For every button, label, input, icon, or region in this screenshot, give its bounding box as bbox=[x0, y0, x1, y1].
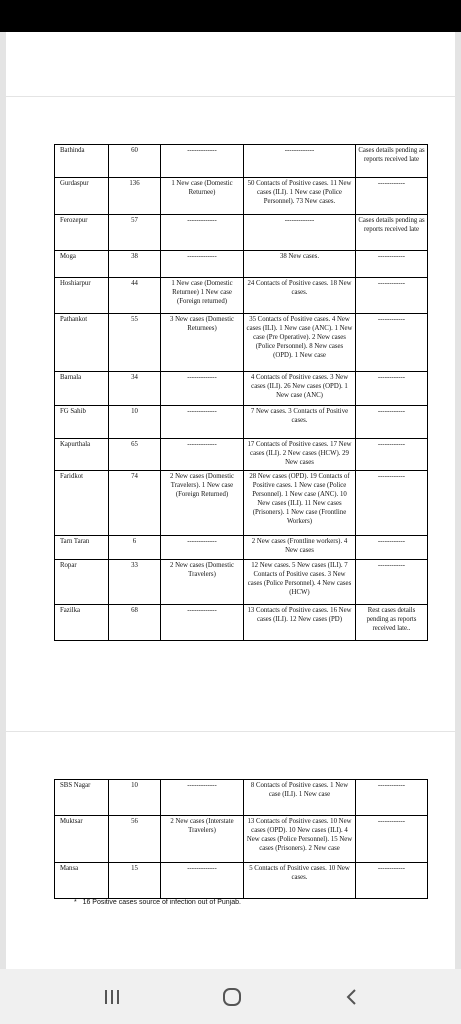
table-cell: ------------- bbox=[161, 780, 244, 816]
table-cell: Cases details pending as reports received late bbox=[356, 215, 428, 251]
table-cell: ------------- bbox=[161, 605, 244, 641]
footnote bbox=[74, 899, 241, 906]
table-cell: 4 Contacts of Positive cases. 3 New cases (ILI). 26 New cases (OPD). 1 New case (ANC) bbox=[244, 372, 356, 406]
table-cell: 57 bbox=[109, 215, 161, 251]
table-row bbox=[55, 178, 428, 215]
table-cell: ------------- bbox=[161, 439, 244, 471]
table-cell: 3 New cases (Domestic Returnees) bbox=[161, 314, 244, 372]
table-cell: 34 bbox=[109, 372, 161, 406]
table-cell: ------------- bbox=[244, 215, 356, 251]
table-cell: 15 bbox=[109, 863, 161, 899]
recent-apps-icon bbox=[102, 988, 122, 1006]
table-row bbox=[55, 278, 428, 314]
table-cell: SBS Nagar bbox=[55, 780, 109, 816]
table-cell: ------------ bbox=[356, 372, 428, 406]
android-nav-bar bbox=[0, 969, 461, 1024]
table-row bbox=[55, 780, 428, 816]
table-cell: Cases details pending as reports received late bbox=[356, 145, 428, 178]
table-cell: ------------ bbox=[356, 471, 428, 536]
table-cell: Hoshiarpur bbox=[55, 278, 109, 314]
table-cell: Pathankot bbox=[55, 314, 109, 372]
home-icon bbox=[221, 986, 243, 1008]
table-cell: Ropar bbox=[55, 560, 109, 605]
table-cell: Faridkot bbox=[55, 471, 109, 536]
table-row bbox=[55, 406, 428, 439]
table-cell: ------------- bbox=[161, 145, 244, 178]
status-bar bbox=[0, 0, 461, 32]
table-row bbox=[55, 314, 428, 372]
table-cell: ------------ bbox=[356, 863, 428, 899]
table-cell: 17 Contacts of Positive cases. 17 New cases (ILI). 2 New cases (HCW). 29 New cases bbox=[244, 439, 356, 471]
table-cell: Rest cases details pending as reports received late.. bbox=[356, 605, 428, 641]
table-cell: 2 New cases (Domestic Travelers) bbox=[161, 560, 244, 605]
table-cell: ------------ bbox=[356, 816, 428, 863]
table-cell: ------------ bbox=[356, 560, 428, 605]
table-cell: 55 bbox=[109, 314, 161, 372]
table-cell: ------------ bbox=[356, 178, 428, 215]
table-cell: Gurdaspur bbox=[55, 178, 109, 215]
table-cell: 13 Contacts of Positive cases. 16 New cases (ILI). 12 New cases (PD) bbox=[244, 605, 356, 641]
table-row bbox=[55, 372, 428, 406]
table-cell: Muktsar bbox=[55, 816, 109, 863]
table-cell: ------------ bbox=[356, 251, 428, 278]
footnote-bullet: * bbox=[74, 899, 77, 906]
table-cell: 35 Contacts of Positive cases. 4 New cases (ILI). 1 New case (ANC). 1 New case (Pre Operative). 2 New cases (Police Personnel). 8 New cases (OPD). 1 New case bbox=[244, 314, 356, 372]
table-row bbox=[55, 251, 428, 278]
table-cell: 1 New case (Domestic Returnee) bbox=[161, 178, 244, 215]
footnote-text: 16 Positive cases source of infection out of Punjab. bbox=[82, 899, 241, 906]
table-cell: 2 New cases (Frontline workers). 4 New cases bbox=[244, 536, 356, 560]
table-cell: 24 Contacts of Positive cases. 18 New cases. bbox=[244, 278, 356, 314]
table-cell: ------------- bbox=[161, 536, 244, 560]
table-cell: 60 bbox=[109, 145, 161, 178]
table-row bbox=[55, 560, 428, 605]
table-cell: 5 Contacts of Positive cases. 10 New cases. bbox=[244, 863, 356, 899]
table-cell: Moga bbox=[55, 251, 109, 278]
table-cell: ------------ bbox=[356, 406, 428, 439]
table-cell: ------------ bbox=[356, 278, 428, 314]
table-cell: ------------- bbox=[161, 372, 244, 406]
table-cell: 50 Contacts of Positive cases. 11 New cases (ILI). 1 New case (Police Personnel). 73 New cases. bbox=[244, 178, 356, 215]
table-cell: 10 bbox=[109, 780, 161, 816]
table-cell: ------------- bbox=[161, 251, 244, 278]
table-row bbox=[55, 816, 428, 863]
table-row bbox=[55, 145, 428, 178]
back-icon bbox=[343, 987, 361, 1007]
district-cases-table bbox=[54, 144, 428, 641]
table-cell: ------------ bbox=[356, 439, 428, 471]
document-page-top bbox=[6, 32, 455, 96]
document-page-1 bbox=[6, 97, 455, 731]
table-cell: 33 bbox=[109, 560, 161, 605]
table-cell: 12 New cases. 5 New cases (ILI). 7 Contacts of Positive cases. 3 New cases (Police Personnel). 4 New cases (HCW) bbox=[244, 560, 356, 605]
table-cell: 13 Contacts of Positive cases. 10 New cases (OPD). 10 New cases (ILI). 4 New cases (Police Personnel). 15 New cases (Prisoners). 2 New case bbox=[244, 816, 356, 863]
table-cell: 74 bbox=[109, 471, 161, 536]
table-cell: Bathinda bbox=[55, 145, 109, 178]
table-cell: ------------ bbox=[356, 536, 428, 560]
table-cell: 2 New cases (Interstate Travelers) bbox=[161, 816, 244, 863]
table-cell: 38 bbox=[109, 251, 161, 278]
table-cell: ------------- bbox=[161, 406, 244, 439]
back-button[interactable] bbox=[332, 983, 372, 1011]
table-cell: 56 bbox=[109, 816, 161, 863]
table-cell: 10 bbox=[109, 406, 161, 439]
table-cell: Ferozepur bbox=[55, 215, 109, 251]
table-cell: 2 New cases (Domestic Travelers). 1 New case (Foreign Returned) bbox=[161, 471, 244, 536]
table-cell: Fazilka bbox=[55, 605, 109, 641]
table-cell: ------------ bbox=[356, 314, 428, 372]
table-cell: 7 New cases. 3 Contacts of Positive cases. bbox=[244, 406, 356, 439]
table-row bbox=[55, 215, 428, 251]
table-cell: 68 bbox=[109, 605, 161, 641]
table-cell: ------------- bbox=[161, 863, 244, 899]
table-row bbox=[55, 605, 428, 641]
document-page-2 bbox=[6, 732, 455, 969]
home-button[interactable] bbox=[212, 983, 252, 1011]
table-cell: Kapurthala bbox=[55, 439, 109, 471]
table-cell: ------------- bbox=[161, 215, 244, 251]
table-cell: 28 New cases (OPD). 19 Contacts of Positive cases. 1 New case (Police Personnel). 1 New case (ANC). 10 New cases (ILI). 11 New cases (Prisoners). 1 New case (Frontline Workers) bbox=[244, 471, 356, 536]
table-cell: ------------- bbox=[244, 145, 356, 178]
table-cell: FG Sahib bbox=[55, 406, 109, 439]
table-cell: Tarn Taran bbox=[55, 536, 109, 560]
table-cell: 65 bbox=[109, 439, 161, 471]
table-cell: 44 bbox=[109, 278, 161, 314]
table-cell: 136 bbox=[109, 178, 161, 215]
table-row bbox=[55, 863, 428, 899]
table-cell: Barnala bbox=[55, 372, 109, 406]
table-cell: Mansa bbox=[55, 863, 109, 899]
table-cell: ------------ bbox=[356, 780, 428, 816]
table-row bbox=[55, 439, 428, 471]
table-cell: 8 Contacts of Positive cases. 1 New case (ILI). 1 New case bbox=[244, 780, 356, 816]
table-cell: 38 New cases. bbox=[244, 251, 356, 278]
district-cases-table-continued bbox=[54, 779, 428, 899]
table-row bbox=[55, 536, 428, 560]
table-row bbox=[55, 471, 428, 536]
table-cell: 1 New case (Domestic Returnee) 1 New case (Foreign returned) bbox=[161, 278, 244, 314]
recent-apps-button[interactable] bbox=[92, 983, 132, 1011]
table-cell: 6 bbox=[109, 536, 161, 560]
